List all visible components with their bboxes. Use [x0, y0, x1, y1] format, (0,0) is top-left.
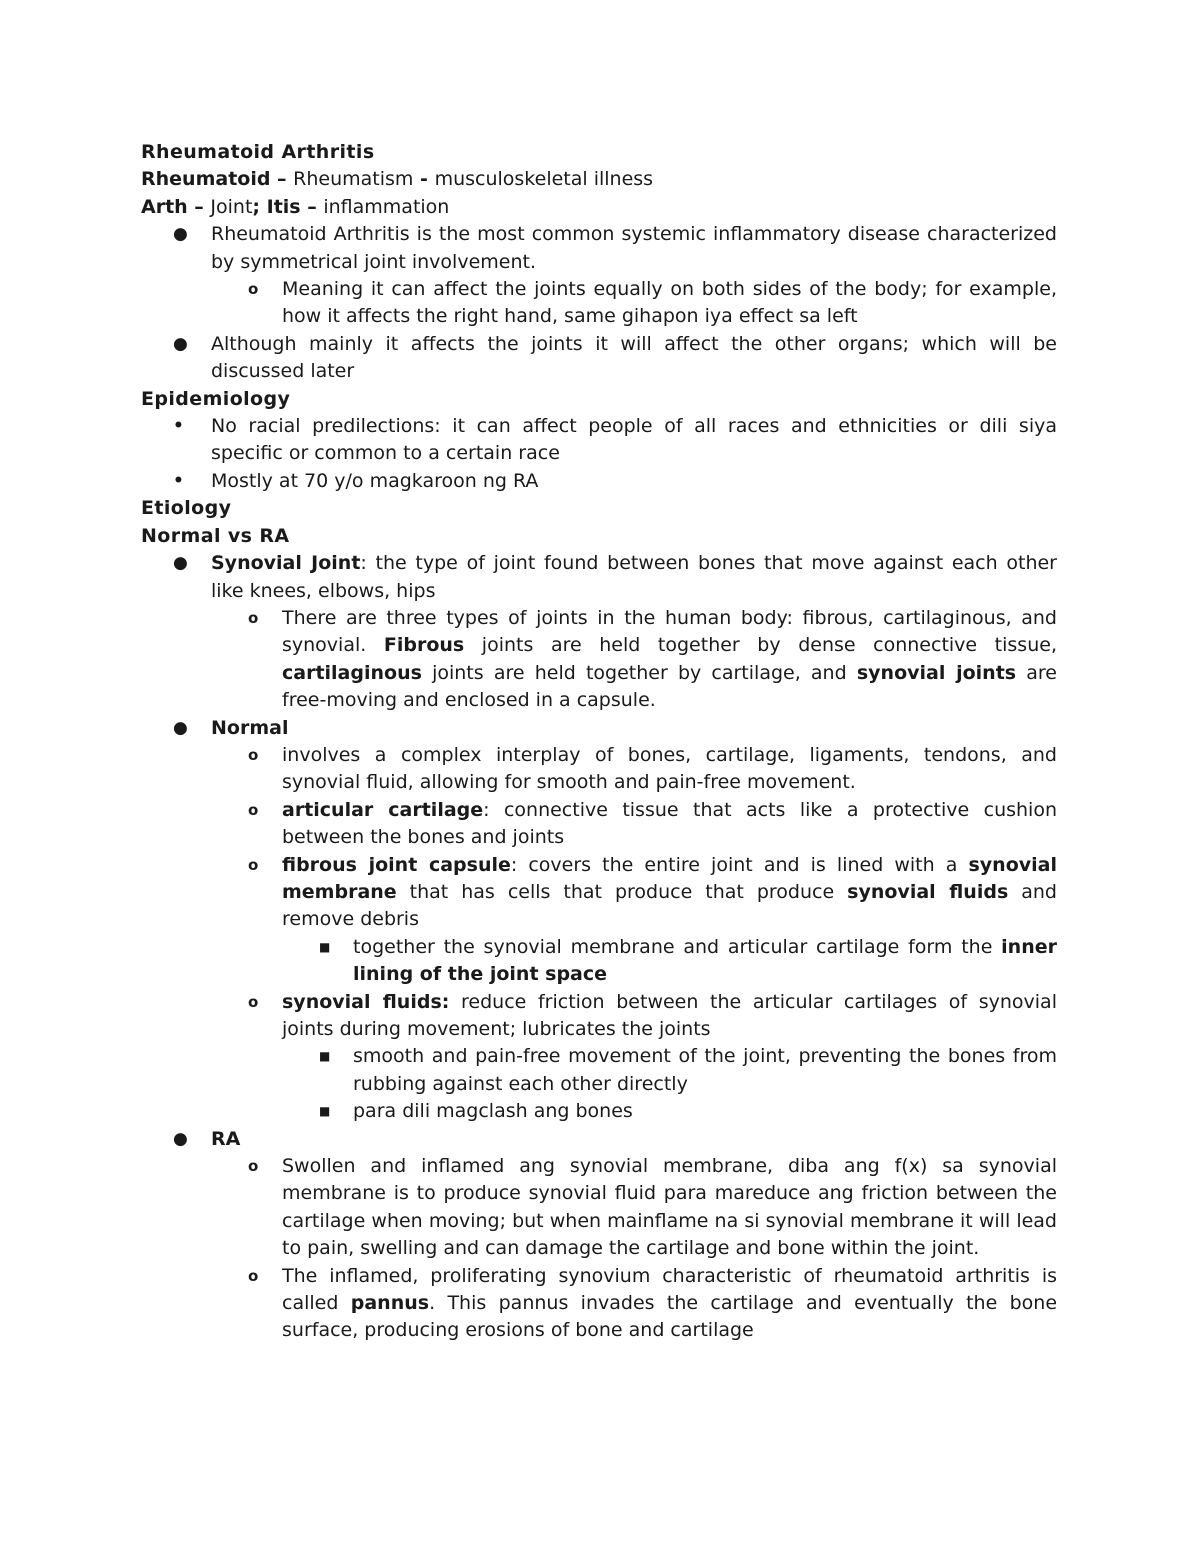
bullet-icon: ●: [173, 224, 188, 245]
circle-bullet-icon: o: [248, 992, 259, 1011]
circle-bullet-icon: o: [248, 1157, 259, 1176]
list-item-ra: ● RA: [211, 1126, 1057, 1153]
document-title: Rheumatoid Arthritis: [141, 141, 375, 163]
bullet-icon: ●: [173, 1128, 188, 1149]
definition-arth-itis: Arth – Joint; Itis – inflammation: [141, 195, 450, 218]
list-item: o Meaning it can affect the joints equally on both sides of the body; for example, how it affects the right hand, same gihapon iya effect sa left: [248, 278, 1057, 328]
list-item: ■ smooth and pain-free movement of the joint, preventing the bones from rubbing against each other directly: [319, 1045, 1057, 1095]
square-bullet-icon: ■: [319, 1104, 331, 1119]
bullet-icon: ●: [173, 553, 188, 574]
square-bullet-icon: ■: [319, 939, 331, 954]
list-item: o involves a complex interplay of bones, cartilage, ligaments, tendons, and synovial fluid, allowing for smooth and pain-free movement.: [248, 743, 1057, 794]
term-itis: Itis: [260, 195, 301, 218]
list-item: o The inflamed, proliferating synovium characteristic of rheumatoid arthritis is called pannus. This pannus invades the cartilage and eventually the bone surface, producing erosions of bone and cartilage: [248, 1264, 1058, 1342]
list-item: ■ para dili magclash ang bones: [353, 1098, 1057, 1125]
circle-bullet-icon: o: [248, 855, 259, 874]
list-item: o articular cartilage: connective tissue that acts like a protective cushion between the bones and joints: [248, 798, 1057, 849]
definition-rheumatoid: Rheumatoid – Rheumatism - musculoskeletal illness: [141, 168, 654, 191]
bullet-icon: ●: [173, 333, 188, 354]
list-item: o Swollen and inflamed ang synovial membrane, diba ang f(x) sa synovial membrane is to produce synovial fluid para mareduce ang friction between the cartilage when moving; but when mainflame na si synovial membrane it will lead to pain, swelling and can damage the cartilage and bone within the joint.: [248, 1155, 1057, 1260]
bullet-icon: ●: [173, 717, 188, 738]
list-item: ■ together the synovial membrane and articular cartilage form the inner lining of the joint space: [319, 935, 1057, 986]
circle-bullet-icon: o: [248, 608, 259, 627]
term-arth: Arth: [141, 195, 188, 218]
circle-bullet-icon: o: [248, 800, 259, 819]
circle-bullet-icon: o: [248, 1266, 259, 1285]
square-bullet-icon: ■: [319, 1049, 331, 1064]
bullet-icon: •: [173, 470, 184, 491]
list-item: o There are three types of joints in the human body: fibrous, cartilaginous, and synovial. Fibrous joints are held together by dense connective tissue, cartilaginous joints are held together by cartilage, and synovial joints are free-moving and enclosed in a capsule.: [248, 606, 1057, 712]
circle-bullet-icon: o: [248, 280, 259, 299]
section-heading-etiology: Etiology: [141, 497, 232, 520]
section-heading-normal-vs-ra: Normal vs RA: [141, 524, 290, 547]
list-item: • No racial predilections: it can affect people of all races and ethnicities or dili siya specific or common to a certain race: [173, 415, 1057, 465]
term-rheumatoid: Rheumatoid: [141, 168, 271, 191]
list-item: o synovial fluids: reduce friction between the articular cartilages of synovial joints during movement; lubricates the joints: [248, 990, 1057, 1040]
list-item-normal: ● Normal: [211, 715, 1057, 742]
document-body: [141, 139, 1057, 1345]
list-item: • Mostly at 70 y/o magkaroon ng RA: [211, 468, 1057, 495]
list-item: ● Rheumatoid Arthritis is the most common systemic inflammatory disease characterized by symmetrical joint involvement.: [173, 223, 1057, 273]
bullet-icon: •: [173, 416, 184, 437]
circle-bullet-icon: o: [248, 745, 259, 764]
list-item: ● Although mainly it affects the joints it will affect the other organs; which will be discussed later: [173, 332, 1057, 383]
section-heading-epidemiology: Epidemiology: [141, 387, 291, 410]
list-item-synovial-joint: ● Synovial Joint: the type of joint found between bones that move against each other like knees, elbows, hips: [173, 552, 1057, 602]
list-item: o fibrous joint capsule: covers the entire joint and is lined with a synovial membrane that has cells that produce that produce synovial fluids and remove debris: [248, 853, 1057, 931]
